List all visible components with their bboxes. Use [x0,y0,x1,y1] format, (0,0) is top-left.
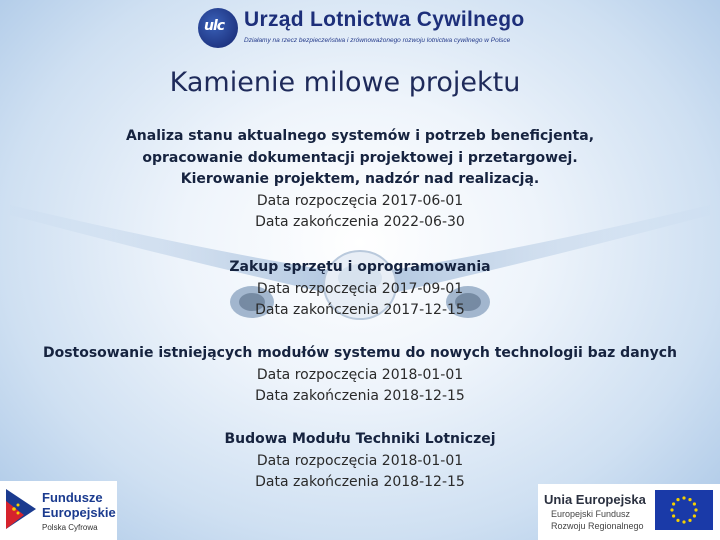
page-title [0,67,720,98]
fe-line3: Polska Cyfrowa [42,523,98,532]
milestone-end-date: Data zakończenia 2017-12-15 [255,302,465,318]
eu-line3: Rozwoju Regionalnego [551,521,644,531]
milestone-start-date: Data rozpoczęcia 2018-01-01 [256,452,464,469]
milestone-2 [0,257,720,322]
ulc-logo [198,8,238,48]
ulc-logo-text: ulc [204,18,225,34]
milestone-start-date: Data rozpoczęcia 2017-09-01 [256,280,464,297]
milestone-title-line: Zakup sprzętu i oprogramowania [229,259,491,275]
milestone-title-line: opracowanie dokumentacji projektowej i przetargowej. [142,149,578,166]
milestone-title-line: Analiza stanu aktualnego systemów i potrzeb beneficjenta, [125,128,595,144]
milestone-start-date: Data rozpoczęcia 2017-06-01 [256,192,464,209]
fe-flag-icon [6,489,36,529]
milestone-title-line: Kierowanie projektem, nadzór nad realizacją. [180,171,540,187]
milestone-title-line: Budowa Modułu Techniki Lotniczej [224,431,496,447]
eu-flag-icon [655,490,713,530]
milestone-1 [0,126,720,234]
eu-line1: Unia Europejska [544,492,646,507]
fundusze-europejskie-logo [0,481,117,540]
page-title-text: Kamienie milowe projektu [169,67,521,98]
fe-line2: Europejskie [42,505,116,520]
eu-logo [538,484,720,540]
org-header [198,8,558,50]
milestone-3 [0,343,720,408]
milestone-end-date: Data zakończenia 2018-12-15 [255,388,465,404]
org-name: Urząd Lotnictwa Cywilnego [244,8,525,31]
milestone-start-date: Data rozpoczęcia 2018-01-01 [256,366,464,383]
fe-line1: Fundusze [42,490,103,505]
org-subtitle: Działamy na rzecz bezpieczeństwa i zrównoważonego rozwoju lotnictwa cywilnego w Polsce [244,37,511,44]
milestone-title-line: Dostosowanie istniejących modułów systemu do nowych technologii baz danych [42,345,678,361]
milestone-end-date: Data zakończenia 2018-12-15 [255,474,465,490]
milestone-end-date: Data zakończenia 2022-06-30 [255,214,465,230]
eu-line2: Europejski Fundusz [551,509,631,519]
